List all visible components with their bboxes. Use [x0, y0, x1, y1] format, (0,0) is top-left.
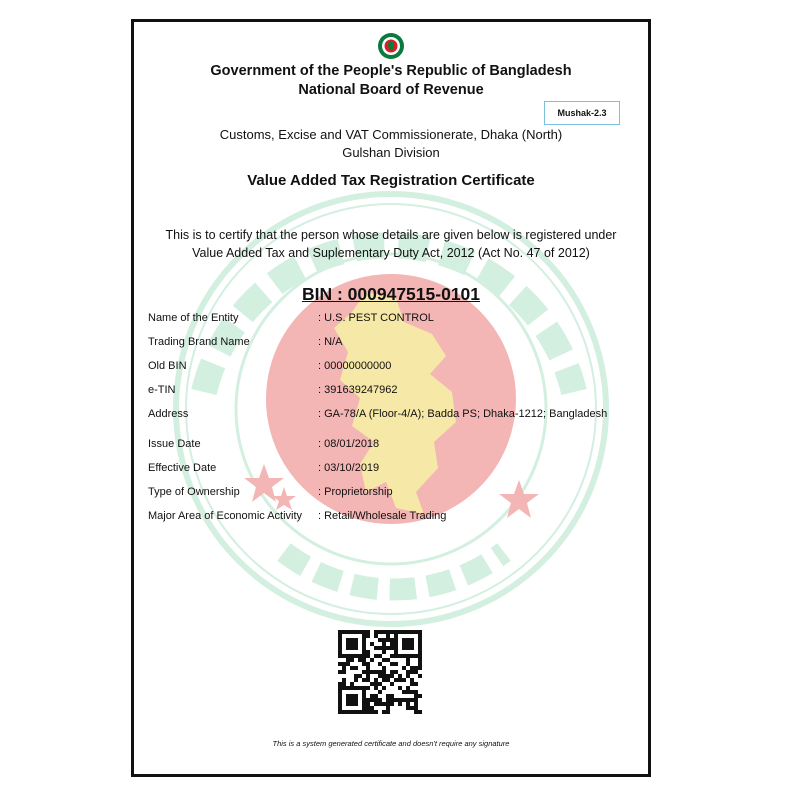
- field-label: Old BIN: [148, 360, 187, 372]
- field-row-economic-activity: [148, 510, 643, 522]
- bin-number: BIN : 000947515-0101: [301, 284, 481, 304]
- field-row-effective-date: [148, 462, 643, 474]
- qr-code-icon: [338, 630, 422, 714]
- bangladesh-emblem-icon: [377, 32, 405, 60]
- field-value: : GA-78/A (Floor-4/A); Badda PS; Dhaka-1212; Bangladesh: [318, 408, 608, 420]
- form-code-badge: Mushak-2.3: [544, 101, 620, 125]
- field-label: e-TIN: [148, 384, 176, 396]
- field-label: Major Area of Economic Activity: [148, 510, 303, 522]
- government-heading: [134, 62, 648, 100]
- field-row-old-bin: [148, 360, 643, 372]
- field-row-trading-brand: [148, 336, 643, 348]
- field-value: : N/A: [318, 336, 343, 348]
- field-row-issue-date: [148, 438, 643, 450]
- certificate-title: Value Added Tax Registration Certificate: [247, 172, 535, 189]
- statement-line-2: Value Added Tax and Suplementary Duty Act, 2012 (Act No. 47 of 2012): [192, 246, 590, 260]
- field-label: Effective Date: [148, 462, 217, 474]
- field-value: : Retail/Wholesale Trading: [318, 510, 447, 522]
- field-value: : U.S. PEST CONTROL: [318, 312, 434, 324]
- system-generated-note: This is a system generated certificate and doesn't require any signature: [272, 739, 510, 748]
- field-row-entity-name: [148, 312, 643, 324]
- certificate-page: [131, 19, 651, 777]
- field-label: Trading Brand Name: [148, 336, 250, 348]
- certification-statement: [134, 226, 648, 262]
- commissionerate-name: Customs, Excise and VAT Commissionerate, Dhaka (North): [219, 127, 563, 142]
- field-value: : 03/10/2019: [318, 462, 380, 474]
- field-label: Type of Ownership: [148, 486, 240, 498]
- field-label: Issue Date: [148, 438, 201, 450]
- office-info: [134, 126, 648, 162]
- field-label: Name of the Entity: [148, 312, 239, 324]
- field-row-address: [148, 408, 643, 420]
- field-row-ownership-type: [148, 486, 643, 498]
- field-value: : 00000000000: [318, 360, 392, 372]
- field-value: : Proprietorship: [318, 486, 393, 498]
- field-label: Address: [148, 408, 189, 420]
- field-value: : 08/01/2018: [318, 438, 380, 450]
- field-value: : 391639247962: [318, 384, 398, 396]
- division-name: Gulshan Division: [342, 145, 440, 160]
- statement-line-1: This is to certify that the person whose details are given below is registered under: [165, 228, 617, 242]
- board-name: National Board of Revenue: [298, 82, 484, 98]
- field-row-etin: [148, 384, 643, 396]
- government-name: Government of the People's Republic of Bangladesh: [210, 63, 572, 79]
